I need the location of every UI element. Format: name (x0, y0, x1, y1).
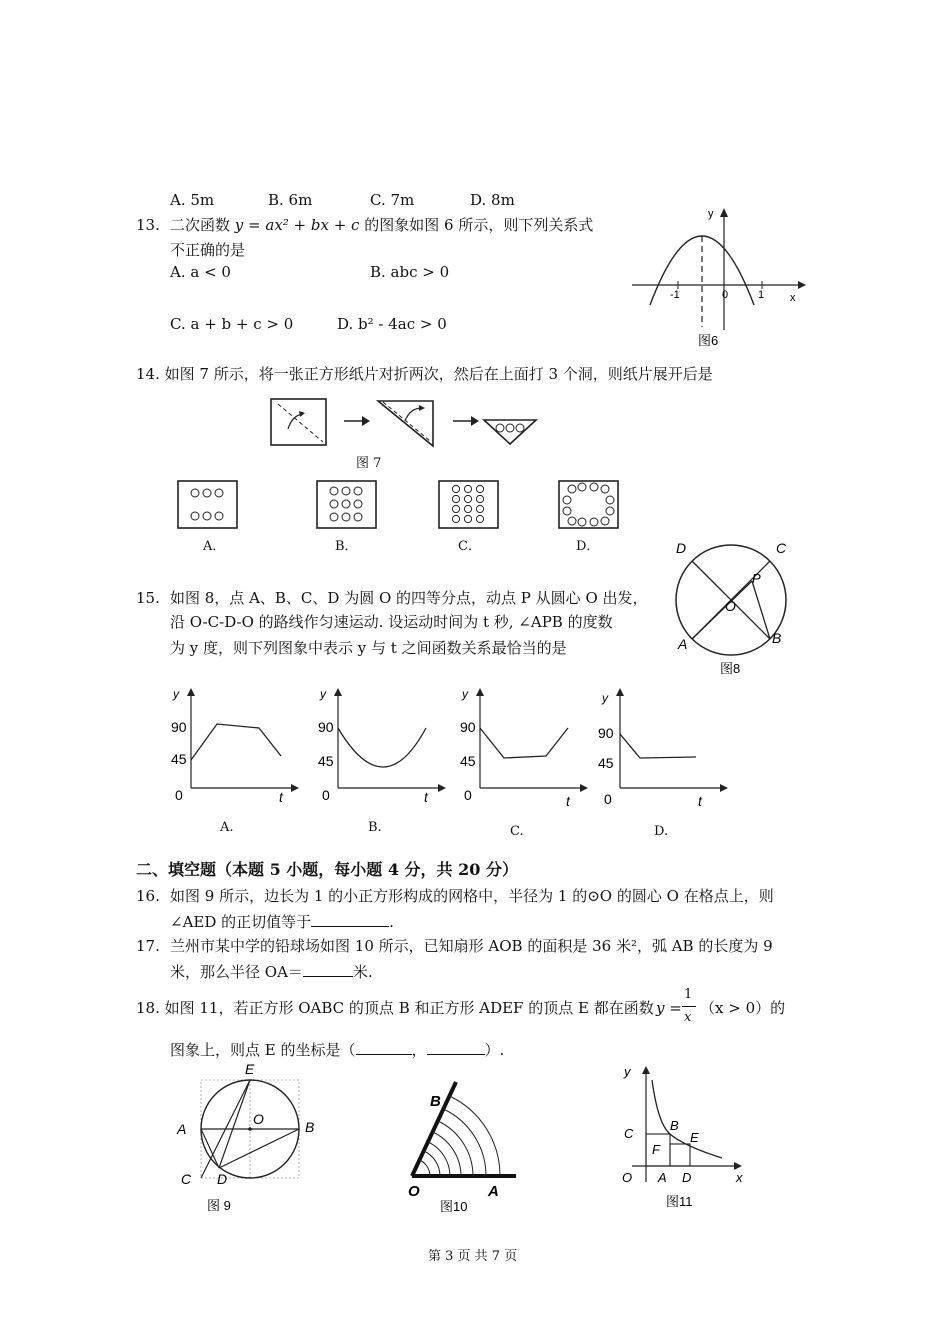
graph-d-y: y (602, 691, 608, 705)
graph-c-zero: 0 (464, 787, 472, 803)
q18-line2-pre: 图象上，则点 E 的坐标是（ (170, 1041, 356, 1059)
q15-graph-c-label: C. (510, 824, 524, 839)
fig9-label-d: D (217, 1171, 228, 1187)
q14-option-b-figure (316, 480, 378, 530)
fig10-label-a: A (488, 1183, 499, 1200)
q18-formula-denominator: x (684, 1010, 692, 1025)
fig8-label-c: C (776, 540, 787, 556)
q14-option-a-figure (177, 480, 239, 530)
q14-option-a-label: A． (203, 539, 226, 554)
fig9-label-a: A (177, 1121, 187, 1137)
graph-a-t: t (279, 789, 283, 805)
fig9-caption: 图 9 (207, 1198, 231, 1213)
q13-option-b: B. abc > 0 (370, 263, 450, 281)
fig9-label-b: B (305, 1119, 315, 1135)
q16-number: 16. (136, 887, 160, 905)
q18-line2-end: ）. (484, 1041, 505, 1059)
figure-9-grid-circle (175, 1062, 325, 1222)
q17-line1: 兰州市某中学的铅球场如图 10 所示，已知扇形 AOB 的面积是 36 米²，弧 AB 的长度为 9 (170, 937, 773, 955)
q18-line2-mid: ， (411, 1041, 427, 1059)
q15-line1: 如图 8，点 A、B、C、D 为圆 O 的四等分点，动点 P 从圆心 O 出发， (170, 589, 648, 607)
fig11-label-a: A (658, 1170, 667, 1185)
q18-line2 (170, 1040, 504, 1060)
q15-line2: 沿 O-C-D-O 的路线作匀速运动. 设运动时间为 t 秒, ∠APB 的度数 (170, 613, 613, 631)
fig11-label-e: E (690, 1130, 699, 1145)
fig8-label-b: B (772, 630, 782, 646)
q17-answer-blank[interactable] (303, 962, 353, 977)
fig9-label-o: O (253, 1111, 264, 1127)
q12-option-a: A. 5m (170, 191, 215, 209)
fig11-label-d: D (682, 1170, 692, 1185)
q14-option-d-figure (558, 480, 620, 530)
fig8-caption: 图8 (720, 661, 741, 676)
q13-text-pre: 二次函数 (170, 216, 231, 234)
q17-number: 17. (136, 937, 160, 955)
q15-graph-d (594, 688, 724, 808)
fig8-label-p: P (752, 571, 761, 586)
q18-answer-blank-y[interactable] (427, 1040, 485, 1055)
q18-formula-numerator: 1 (684, 987, 693, 1002)
q15-graph-c (454, 688, 584, 808)
fig7-caption: 图 7 (356, 456, 382, 471)
q18-line1-text: 18. 如图 11，若正方形 OABC 的顶点 B 和正方形 ADEF 的顶点 E 都在函数 (136, 999, 654, 1017)
q13-formula: y = ax² + bx + c (234, 216, 360, 234)
graph-d-45: 45 (598, 755, 614, 771)
fig6-one: 1 (758, 289, 765, 301)
graph-a-90: 90 (171, 719, 187, 735)
fig6-y-label: y (708, 208, 714, 220)
q17-line2 (170, 962, 373, 982)
q14-option-c-label: C． (458, 539, 481, 554)
q16-line2-text: ∠AED 的正切值等于 (170, 913, 312, 931)
graph-d-t: t (698, 793, 702, 809)
q13-line2: 不正确的是 (170, 241, 246, 259)
fig10-caption: 图10 (440, 1199, 468, 1214)
q13-text (170, 215, 593, 235)
fig11-label-x: x (736, 1170, 743, 1185)
q18-line1 (136, 998, 654, 1018)
q17-line2-post: 米. (352, 963, 373, 981)
q18-condition: （x > 0）的 (700, 999, 786, 1017)
graph-a-y: y (173, 687, 179, 701)
figure-7-folding (268, 396, 548, 451)
graph-b-t: t (424, 789, 428, 805)
fig8-label-a: A (678, 636, 688, 652)
fig6-x-label: x (790, 292, 796, 304)
section-2-title: 二、填空题（本题 5 小题，每小题 4 分，共 20 分） (136, 860, 518, 879)
figure-11-hyperbola (612, 1062, 752, 1217)
q13-option-a: A. a < 0 (170, 263, 231, 281)
graph-c-90: 90 (460, 719, 476, 735)
page-footer: 第 3 页 共 7 页 (428, 1249, 518, 1264)
q17-line2-pre: 米，那么半径 OA＝ (170, 963, 303, 981)
q13-option-c: C. a + b + c > 0 (170, 315, 294, 333)
q18-fraction-bar (682, 1006, 696, 1007)
q14-option-b-label: B． (335, 539, 358, 554)
q12-option-b: B. 6m (268, 191, 313, 209)
q16-line2 (170, 912, 394, 932)
graph-a-45: 45 (171, 751, 187, 767)
fig11-label-b: B (670, 1118, 679, 1133)
fig6-minus1: -1 (670, 289, 680, 301)
figure-10-sector (400, 1078, 540, 1218)
fig10-label-o: O (408, 1183, 420, 1200)
q15-graph-a-label: A. (220, 820, 234, 835)
graph-c-45: 45 (460, 753, 476, 769)
fig8-label-o: O (725, 598, 736, 614)
figure-8-circle (670, 535, 800, 680)
q15-graph-d-label: D. (654, 824, 669, 839)
q14-option-d-label: D． (576, 539, 600, 554)
q13-option-d: D. b² - 4ac > 0 (337, 315, 447, 333)
graph-a-zero: 0 (175, 787, 183, 803)
q15-line3: 为 y 度，则下列图象中表示 y 与 t 之间函数关系最恰当的是 (170, 639, 567, 657)
q16-answer-blank[interactable] (311, 912, 389, 927)
graph-d-90: 90 (598, 725, 614, 741)
q13-text-post: 的图象如图 6 所示，则下列关系式 (364, 216, 594, 234)
q14-option-c-figure (438, 480, 500, 530)
fig11-label-f: F (652, 1142, 660, 1157)
q12-option-c: C. 7m (370, 191, 415, 209)
fig9-label-e: E (245, 1061, 255, 1077)
graph-b-45: 45 (318, 753, 334, 769)
q15-graph-b-label: B. (368, 820, 382, 835)
q16-line2-end: . (389, 913, 394, 931)
graph-b-y: y (320, 687, 326, 701)
graph-c-y: y (462, 687, 468, 701)
fig8-label-d: D (676, 540, 687, 556)
q18-formula-y: y = (656, 999, 682, 1017)
q18-answer-blank-x[interactable] (356, 1040, 412, 1055)
q13-number: 13. (136, 216, 160, 234)
q15-number: 15. (136, 589, 160, 607)
fig11-label-c: C (624, 1126, 634, 1141)
q14-text: 14. 如图 7 所示，将一张正方形纸片对折两次，然后在上面打 3 个洞，则纸片展开后是 (136, 365, 713, 383)
fig9-label-c: C (181, 1171, 192, 1187)
figure-6-parabola (628, 205, 808, 350)
fig11-label-o: O (622, 1170, 633, 1185)
graph-d-zero: 0 (604, 791, 612, 807)
q12-option-d: D. 8m (470, 191, 515, 209)
q15-graph-a (165, 688, 295, 808)
fig10-label-b: B (430, 1093, 441, 1110)
fig11-label-y: y (624, 1064, 631, 1079)
q15-graph-b (312, 688, 442, 808)
fig11-caption: 图11 (666, 1194, 693, 1209)
graph-c-t: t (566, 793, 570, 809)
graph-b-zero: 0 (322, 787, 330, 803)
fig6-caption: 图6 (698, 333, 719, 348)
graph-b-90: 90 (318, 719, 334, 735)
q16-line1: 如图 9 所示，边长为 1 的小正方形构成的网格中，半径为 1 的⊙O 的圆心 O 在格点上，则 (170, 887, 774, 905)
fig6-zero: 0 (722, 289, 729, 301)
